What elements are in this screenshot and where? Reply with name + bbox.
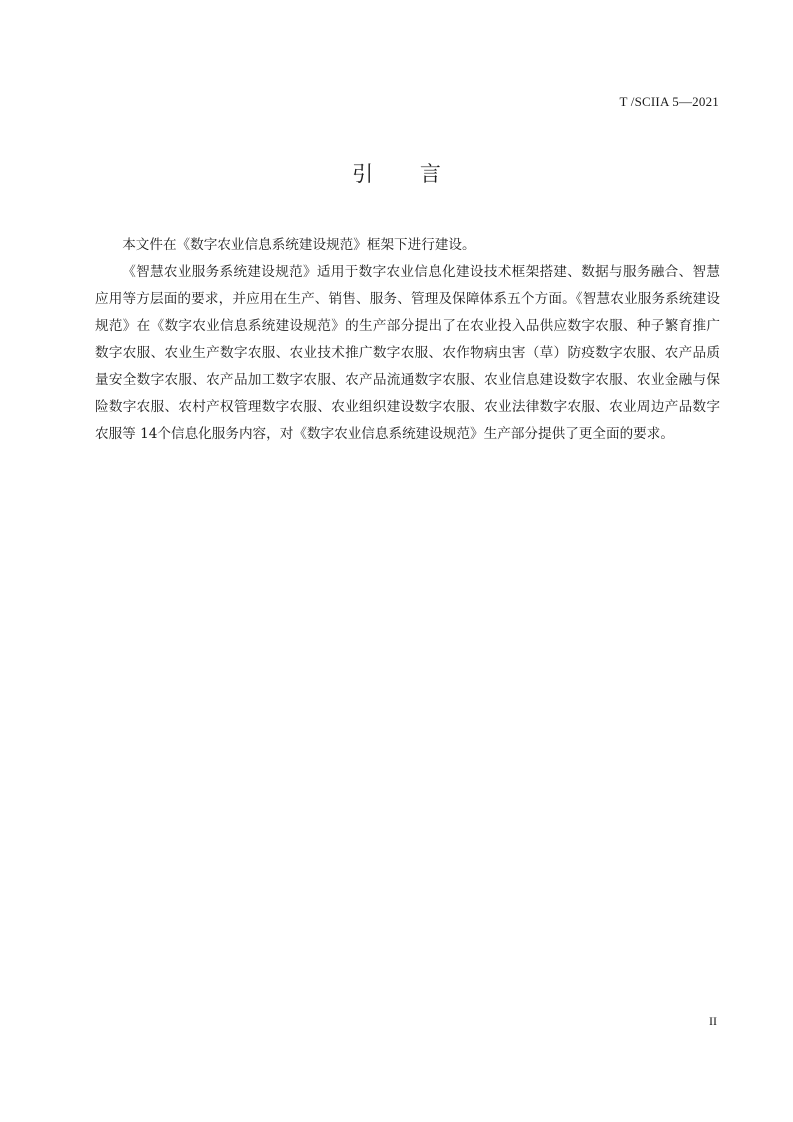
document-code: T /SCIIA 5—2021 bbox=[619, 94, 719, 109]
paragraph-2: 《智慧农业服务系统建设规范》适用于数字农业信息化建设技术框架搭建、数据与服务融合、智慧应用等方层面的要求，并应用在生产、销售、服务、管理及保障体系五个方面。《智慧农业服务系统建设规范》在《数字农业信息系统建设规范》的生产部分提出了在农业投入品供应数字农服、种子繁育推广数字农服、农业生产数字农服、农业技术推广数字农服、农作物病虫害（草）防疫数字农服、农产品质量安全数字农服、农产品加工数字农服、农产品流通数字农服、农业信息建设数字农服、农业金融与保险数字农服、农村产权管理数字农服、农业组织建设数字农服、农业法律数字农服、农业周边产品数字农服等 14个信息化服务内容，对《数字农业信息系统建设规范》生产部分提供了更全面的要求。 bbox=[95, 264, 720, 442]
paragraph-1: 本文件在《数字农业信息系统建设规范》框架下进行建设。 bbox=[122, 237, 476, 253]
page-number: II bbox=[709, 1014, 717, 1028]
page-title: 引 言 bbox=[352, 162, 461, 186]
body-text bbox=[95, 232, 720, 448]
